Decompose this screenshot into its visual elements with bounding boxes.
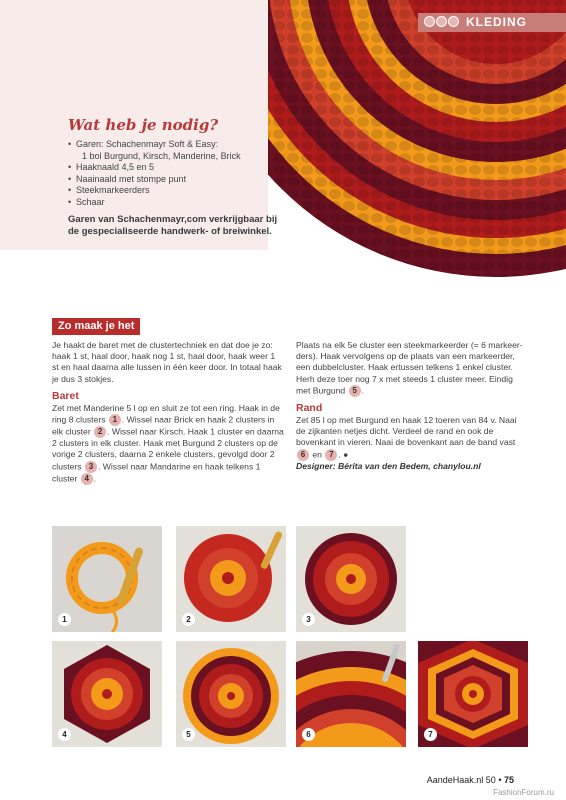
photo-number: 1	[58, 613, 71, 626]
materials-item: • Steekmarkeerders	[68, 185, 278, 197]
intro-paragraph: Je haakt de baret met de clustertechniek en dat doe je zo: haak 1 st, haal door, haak nog 1 st, haal door, haak weer 1 st en haal daarna alle lussen in één keer door. In totaal haak je dus 3 stokjes.	[52, 340, 282, 384]
materials-item: • Haaknaald 4,5 en 5	[68, 162, 278, 174]
step-badge: 3	[85, 461, 97, 473]
difficulty-dots	[424, 16, 459, 27]
baret-text: . Wissel naar Brick en haak 2 clusters in elk cluster	[52, 414, 275, 437]
step-photo-6	[296, 641, 406, 747]
step-badge: 6	[297, 449, 309, 461]
materials-item: 1 bol Burgund, Kirsch, Manderine, Brick	[82, 150, 241, 161]
step-photo-5	[176, 641, 286, 747]
baret-text: . Wissel naar Mandarine en haak telkens 1 cluster	[52, 460, 261, 483]
photo-number: 6	[302, 728, 315, 741]
footer-separator: •	[498, 775, 502, 785]
step-badge: 2	[94, 426, 106, 438]
difficulty-dot	[436, 16, 447, 27]
baret-text: Zet met Manderine 5 l op en sluit ze tot een ring. Haak in de ring 8 clusters	[52, 403, 280, 425]
difficulty-dot	[424, 16, 435, 27]
marker-text: Plaats na elk 5e cluster een steekmarkeerder (= 6 markeerders). Haak vervolgens op de plaats van een markeerder, een dubbelcluster. Haak ertussen telkens 1 enkel cluster. Herh deze toer nog 7 x met steeds 1 cluster meer. Eindig met Burgund	[296, 340, 523, 396]
designer-credit: Designer: Bérita van den Bedem, chanylou.nl	[296, 460, 481, 471]
instructions-column-2	[296, 340, 528, 478]
marker-text: .	[361, 385, 364, 396]
step-badge: 7	[325, 449, 337, 461]
yarn-note: Garen van Schachenmayr,com verkrijgbaar bij de gespecialiseerde handwerk- of breiwinkel.	[68, 214, 278, 237]
photo-number: 3	[302, 613, 315, 626]
instructions-column-1	[52, 340, 284, 491]
rand-paragraph	[296, 415, 528, 472]
rand-text: Zet 85 l op met Burgund en haak 12 toeren van 84 v. Naai de zijkanten netjes dicht. Verdeel de rand en ook de bovenkant in vieren. Naai de bovenkant aan de band vast	[296, 415, 517, 448]
step-photo-3	[296, 526, 406, 632]
step-badge: 5	[349, 385, 361, 397]
step-badge: 1	[109, 414, 121, 426]
difficulty-dot	[448, 16, 459, 27]
photo-number: 7	[424, 728, 437, 741]
photo-number: 2	[182, 613, 195, 626]
baret-text: .	[93, 472, 97, 483]
step-photo-1	[52, 526, 162, 632]
page-footer	[427, 775, 514, 785]
step-photo-7	[418, 641, 528, 747]
materials-list	[68, 139, 278, 208]
instructions-heading: Zo maak je het	[52, 318, 140, 335]
materials-item: • Naainaald met stompe punt	[68, 174, 278, 186]
page-number: 75	[503, 775, 514, 785]
rand-text: en	[310, 448, 325, 459]
baret-paragraph	[52, 403, 284, 485]
watermark: FashionForum.ru	[493, 788, 554, 797]
section-label: KLEDING	[466, 15, 527, 29]
photo-number: 5	[182, 728, 195, 741]
step-photo-2	[176, 526, 286, 632]
hero-beret-image	[268, 0, 566, 290]
step-photo-4	[52, 641, 162, 747]
baret-title: Baret	[52, 389, 79, 402]
materials-item: • Garen: Schachenmayr Soft & Easy:	[68, 139, 278, 151]
marker-paragraph	[296, 340, 528, 397]
baret-text: . Wissel naar Kirsch. Haak 1 cluster en daarna 2 clusters in elk cluster. Haak met Burgund 2 clusters op de vorige 2 clusters, daarna 2 enkele clusters, gevolgd door 2 clusters	[52, 426, 284, 471]
rand-text: . ●	[338, 448, 349, 459]
magazine-issue: AandeHaak.nl 50	[426, 775, 496, 785]
materials-item: • Schaar	[68, 197, 278, 209]
step-badge: 4	[81, 473, 93, 485]
photo-number: 4	[58, 728, 71, 741]
materials-title: Wat heb je nodig?	[68, 116, 219, 134]
rand-title: Rand	[296, 401, 323, 414]
